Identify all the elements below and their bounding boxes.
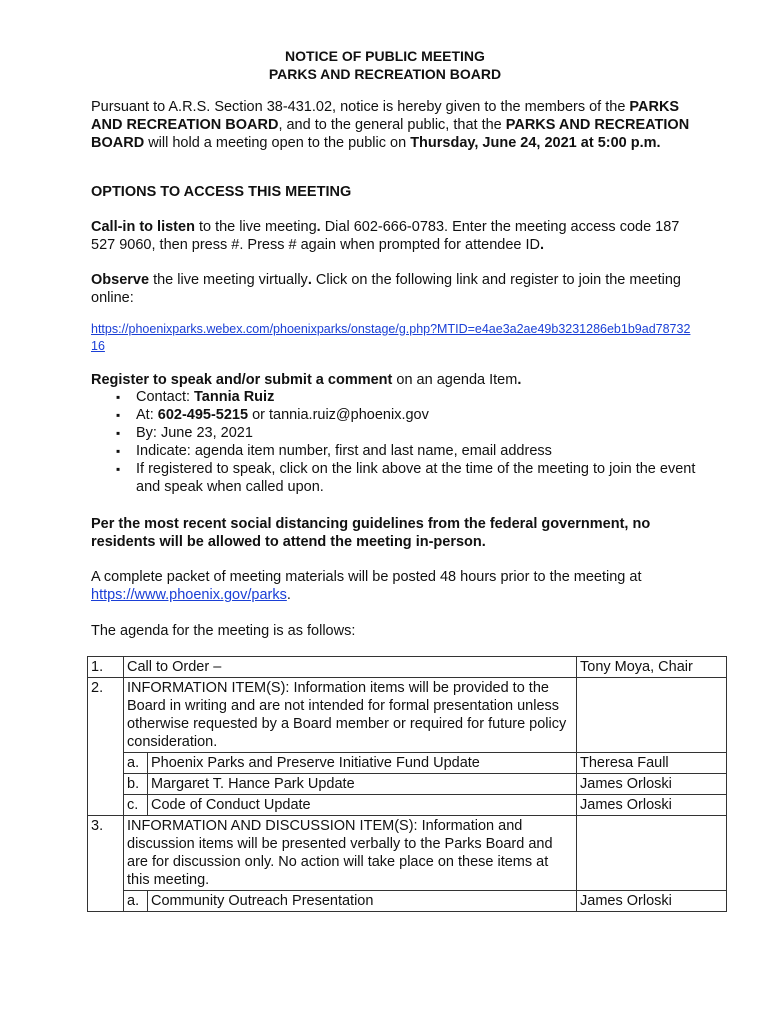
sub-letter: a. — [124, 753, 148, 774]
item-number: 2. — [88, 678, 124, 816]
table-row — [88, 753, 727, 774]
intro-paragraph: Pursuant to A.R.S. Section 38-431.02, notice is hereby given to the members of the PARKS AND RECREATION BOARD, and to the general public, that the PARKS AND RECREATION BOARD will hold a meeting open to the public on Thursday, June 24, 2021 at 5:00 p.m. — [91, 99, 690, 151]
agenda-table — [87, 656, 727, 912]
table-row — [88, 678, 727, 753]
sub-item-text: Margaret T. Hance Park Update — [148, 774, 577, 795]
item-number: 3. — [88, 816, 124, 912]
webex-link[interactable]: https://phoenixparks.webex.com/phoenixparks/onstage/g.php?MTID=e4ae3a2ae49b3231286eb1b9ad7873216 — [91, 322, 691, 353]
sub-item-text: Phoenix Parks and Preserve Initiative Fund Update — [148, 753, 577, 774]
table-row — [88, 891, 727, 912]
list-item: ▪ By: June 23, 2021 — [116, 424, 716, 442]
item-text: Call to Order – — [124, 657, 577, 678]
webex-link-block — [91, 321, 691, 355]
list-item: ▪ Contact: Tannia Ruiz — [116, 388, 716, 406]
presenter: Tony Moya, Chair — [577, 657, 727, 678]
sub-item-text: Code of Conduct Update — [148, 795, 577, 816]
table-row — [88, 657, 727, 678]
list-item: ▪ At: 602-495-5215 or tannia.ruiz@phoenix.gov — [116, 406, 716, 424]
table-row — [88, 816, 727, 891]
presenter: James Orloski — [577, 774, 727, 795]
presenter: Theresa Faull — [577, 753, 727, 774]
packet-paragraph: A complete packet of meeting materials will be posted 48 hours prior to the meeting at https://www.phoenix.gov/parks. — [91, 569, 642, 603]
presenter — [577, 678, 727, 753]
presenter: James Orloski — [577, 795, 727, 816]
distancing-notice: Per the most recent social distancing guidelines from the federal government, no residents will be allowed to attend the meeting in-person. — [91, 516, 651, 550]
parks-link[interactable]: https://www.phoenix.gov/parks — [91, 587, 287, 603]
item-number: 1. — [88, 657, 124, 678]
presenter — [577, 816, 727, 891]
notice-title: NOTICE OF PUBLIC MEETING — [285, 48, 485, 64]
table-row — [88, 774, 727, 795]
list-item: ▪ If registered to speak, click on the link above at the time of the meeting to join the event and speak when called upon. — [116, 460, 716, 496]
sub-letter: b. — [124, 774, 148, 795]
board-title: PARKS AND RECREATION BOARD — [268, 66, 502, 82]
register-list — [91, 388, 716, 496]
callin-paragraph: Call-in to listen to the live meeting. Dial 602-666-0783. Enter the meeting access code 187 527 9060, then press #. Press # again when prompted for attendee ID. — [91, 219, 680, 253]
register-heading: Register to speak and/or submit a comment on an agenda Item. — [91, 372, 522, 388]
sub-item-text: Community Outreach Presentation — [148, 891, 577, 912]
agenda-intro: The agenda for the meeting is as follows: — [91, 623, 356, 639]
item-text: INFORMATION ITEM(S): Information items will be provided to the Board in writing and are not intended for formal presentation unless otherwise requested by a Board member or required for future policy consideration. — [124, 678, 577, 753]
list-item: ▪ Indicate: agenda item number, first and last name, email address — [116, 442, 716, 460]
options-heading: OPTIONS TO ACCESS THIS MEETING — [91, 184, 352, 200]
item-text: INFORMATION AND DISCUSSION ITEM(S): Information and discussion items will be presented verbally to the Parks Board and are for discussion only. No action will take place on these items at this meeting. — [124, 816, 577, 891]
observe-paragraph: Observe the live meeting virtually. Click on the following link and register to join the meeting online: — [91, 272, 681, 306]
sub-letter: a. — [124, 891, 148, 912]
sub-letter: c. — [124, 795, 148, 816]
table-row — [88, 795, 727, 816]
presenter: James Orloski — [577, 891, 727, 912]
